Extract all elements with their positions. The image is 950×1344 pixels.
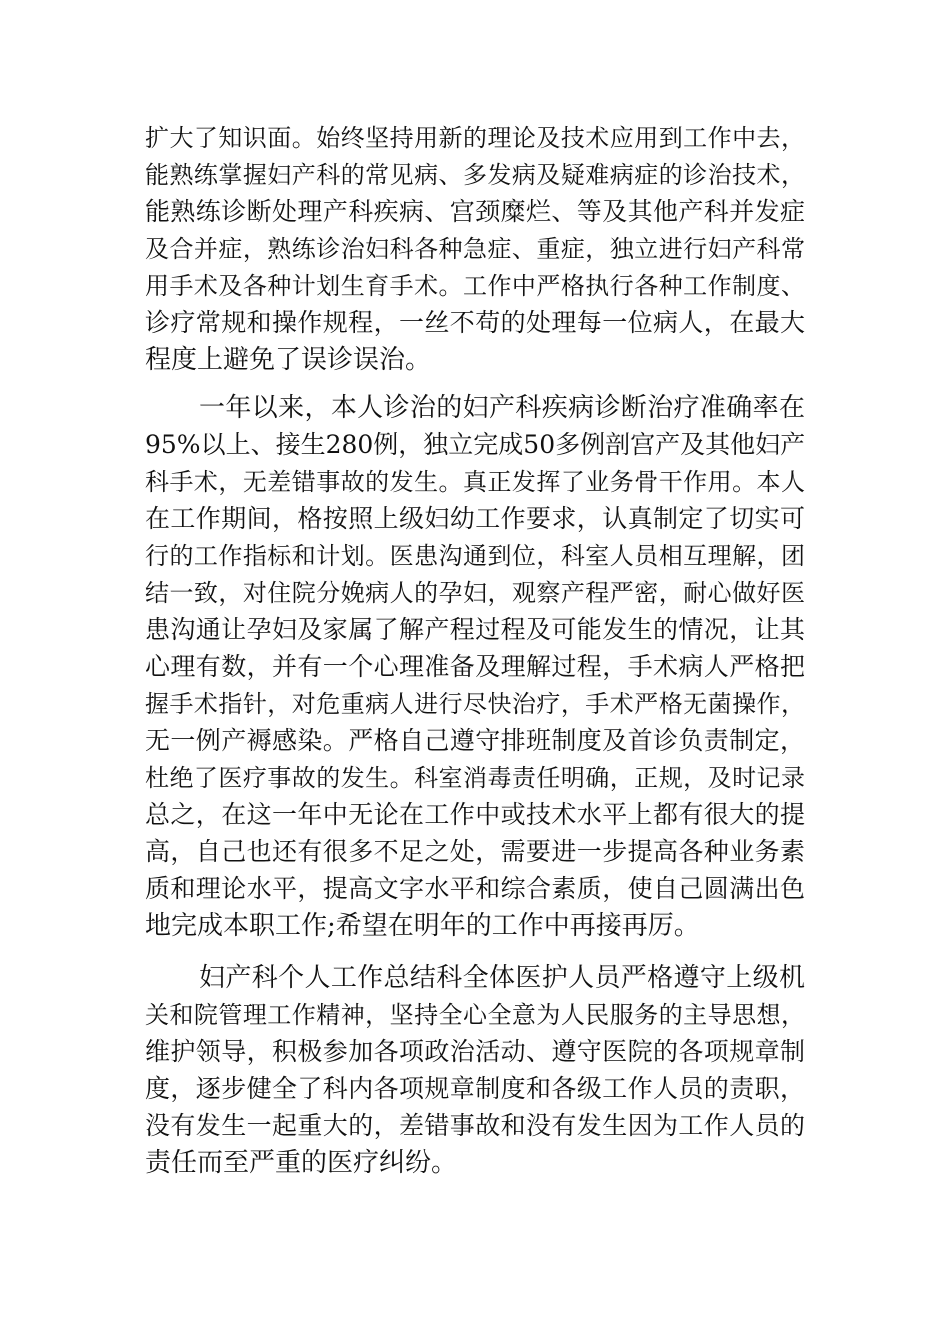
paragraph-1-line-5: 用手术及各种计划生育手术。工作中严格执行各种工作制度、	[145, 272, 805, 300]
paragraph-1-line-4: 及合并症，熟练诊治妇科各种急症、重症，独立进行妇产科常	[145, 235, 805, 263]
paragraph-2-line-3: 科手术，无差错事故的发生。真正发挥了业务骨干作用。本人	[145, 468, 805, 496]
paragraph-2-line-11: 杜绝了医疗事故的发生。科室消毒责任明确，正规，及时记录	[145, 764, 805, 792]
paragraph-3-line-4: 度，逐步健全了科内各项规章制度和各级工作人员的责职，	[145, 1074, 805, 1103]
paragraph-3-line-5: 没有发生一起重大的，差错事故和没有发生因为工作人员的	[145, 1111, 805, 1140]
paragraph-1-line-7: 程度上避免了误诊误治。	[145, 345, 432, 375]
paragraph-2-line-2: 95%以上、接生280例，独立完成50多例剖宫产及其他妇产	[145, 430, 806, 459]
paragraph-2-line-5: 行的工作指标和计划。医患沟通到位，科室人员相互理解，团	[145, 542, 805, 570]
paragraph-2-line-9: 握手术指针，对危重病人进行尽快治疗，手术严格无菌操作，	[145, 690, 805, 718]
paragraph-2-line-10: 无一例产褥感染。严格自己遵守排班制度及首诊负责制定，	[145, 726, 805, 755]
paragraph-2-line-6: 结一致，对住院分娩病人的孕妇，观察产程严密，耐心做好医	[145, 579, 805, 607]
paragraph-3-line-6: 责任而至严重的医疗纠纷。	[145, 1148, 458, 1178]
paragraph-1-line-2: 能熟练掌握妇产科的常见病、多发病及疑难病症的诊治技术，	[145, 161, 805, 189]
paragraph-2-line-14: 质和理论水平，提高文字水平和综合素质，使自己圆满出色	[145, 874, 805, 903]
paragraph-2-line-4: 在工作期间，格按照上级妇幼工作要求，认真制定了切实可	[145, 504, 805, 533]
paragraph-3-line-1: 妇产科个人工作总结科全体医护人员严格遵守上级机	[199, 963, 805, 993]
paragraph-2-line-8: 心理有数，并有一个心理准备及理解过程，手术病人严格把	[145, 652, 805, 681]
paragraph-2-line-15: 地完成本职工作;希望在明年的工作中再接再厉。	[145, 911, 700, 941]
paragraph-2-line-13: 高，自己也还有很多不足之处，需要进一步提高各种业务素	[145, 837, 805, 866]
paragraph-1-line-3: 能熟练诊断处理产科疾病、宫颈糜烂、等及其他产科并发症	[145, 197, 805, 226]
paragraph-1-line-1: 扩大了知识面。始终坚持用新的理论及技术应用到工作中去，	[145, 124, 805, 152]
paragraph-2-line-7: 患沟通让孕妇及家属了解产程过程及可能发生的情况，让其	[145, 615, 805, 644]
paragraph-2-line-1: 一年以来，本人诊治的妇产科疾病诊断治疗准确率在	[199, 393, 805, 423]
paragraph-2-line-12: 总之，在这一年中无论在工作中或技术水平上都有很大的提	[145, 800, 805, 829]
paragraph-3-line-3: 维护领导，积极参加各项政治活动、遵守医院的各项规章制	[145, 1037, 805, 1066]
paragraph-3-line-2: 关和院管理工作精神，坚持全心全意为人民服务的主导思想，	[145, 1001, 805, 1029]
paragraph-1-line-6: 诊疗常规和操作规程，一丝不苟的处理每一位病人，在最大	[145, 308, 805, 337]
